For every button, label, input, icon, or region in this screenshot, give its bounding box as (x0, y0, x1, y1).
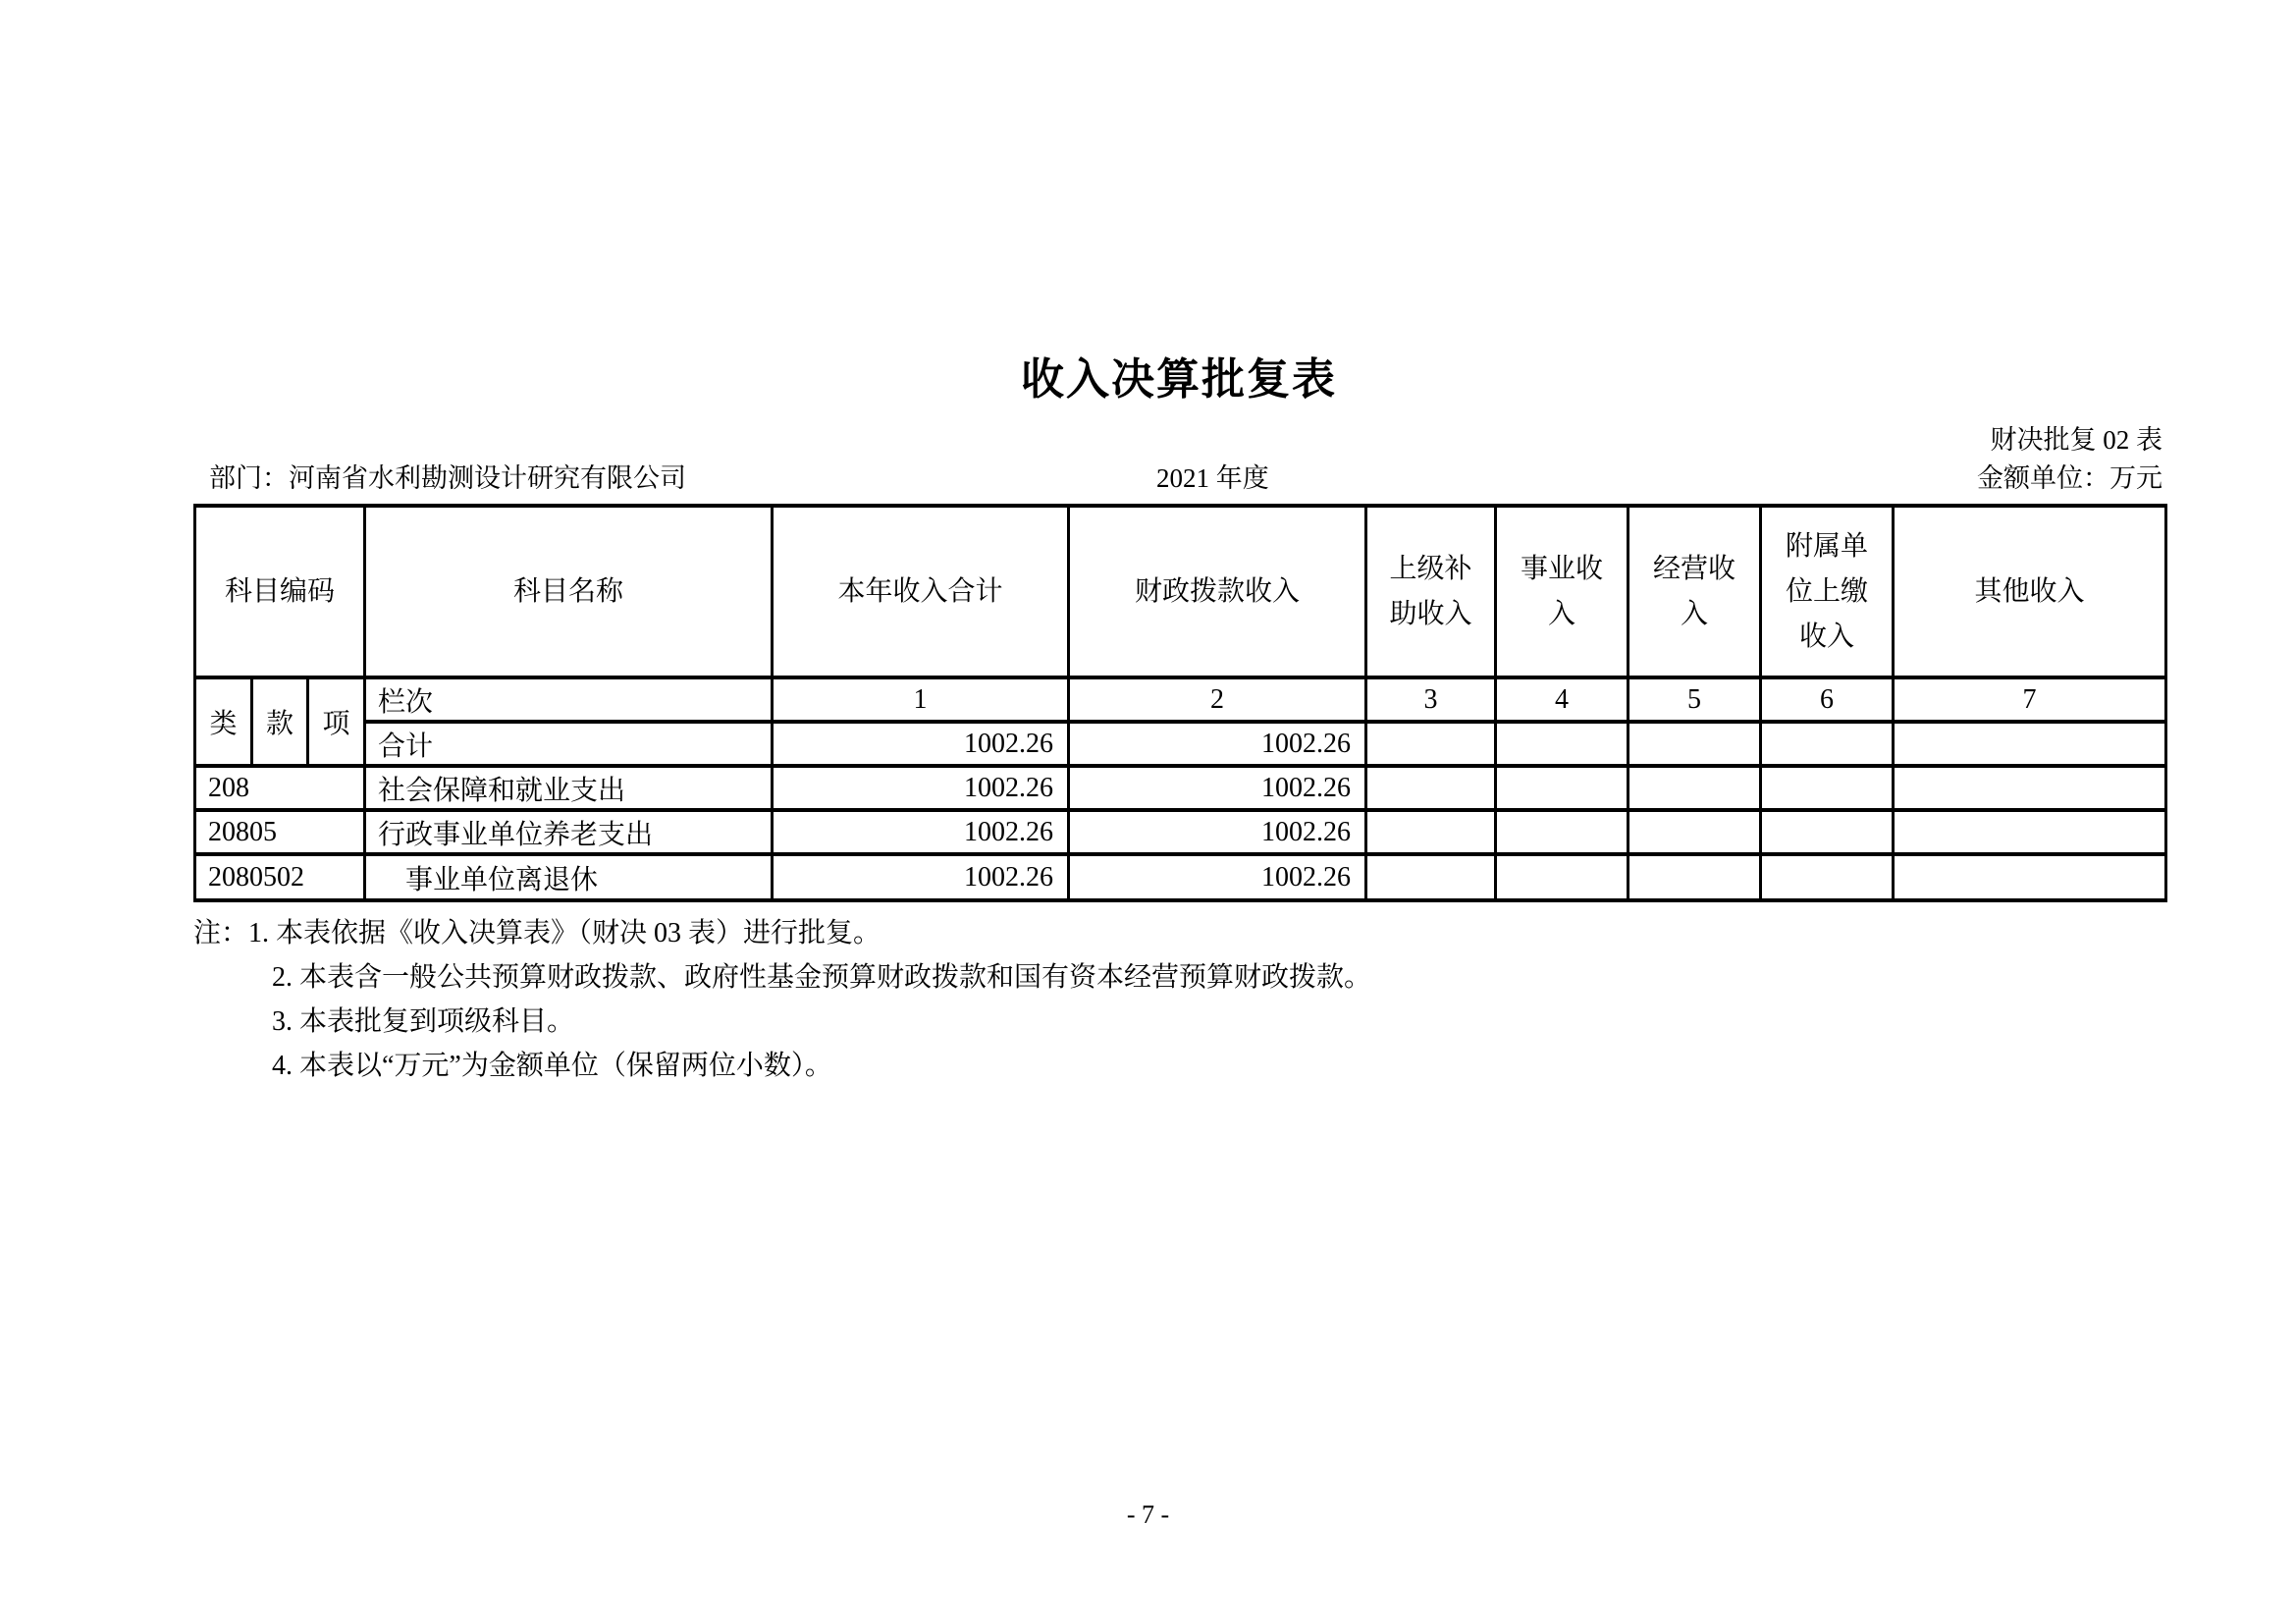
empty-value-cell (1366, 810, 1496, 854)
empty-value-cell (1894, 722, 2166, 766)
header-subject-name: 科目名称 (365, 506, 773, 677)
empty-value-cell (1366, 722, 1496, 766)
header-operating-income: 经营收入 (1629, 506, 1761, 677)
department-label: 部门：河南省水利勘测设计研究有限公司 (209, 463, 686, 493)
empty-value-cell (1496, 766, 1629, 810)
subheader-clause: 款 (252, 677, 308, 766)
empty-value-cell (1629, 722, 1761, 766)
header-fiscal-appropriation-income: 财政拨款收入 (1069, 506, 1366, 677)
row-fiscal-appropriation-income: 1002.26 (1069, 810, 1366, 854)
total-row (195, 722, 2166, 766)
row-subject-name: 事业单位离退休 (365, 854, 773, 900)
row-subject-code: 208 (195, 766, 365, 810)
document-title: 收入决算批复表 (1021, 355, 1337, 404)
column-index-row (195, 677, 2166, 722)
total-row-label: 合计 (365, 722, 773, 766)
row-annual-income: 1002.26 (773, 766, 1069, 810)
header-annual-income-total: 本年收入合计 (773, 506, 1069, 677)
row-subject-code: 2080502 (195, 854, 365, 900)
table-row (195, 766, 2166, 810)
header-affiliated-unit-remittance-income: 附属单位上缴收入 (1761, 506, 1894, 677)
empty-value-cell (1496, 722, 1629, 766)
table-meta-row (193, 457, 2164, 492)
row-subject-name: 行政事业单位养老支出 (365, 810, 773, 854)
table-row (195, 810, 2166, 854)
note-line-3: 3. 本表批复到项级科目。 (272, 1006, 575, 1037)
column-index-5: 5 (1629, 677, 1761, 722)
empty-value-cell (1761, 766, 1894, 810)
empty-value-cell (1761, 854, 1894, 900)
column-index-7: 7 (1894, 677, 2166, 722)
row-fiscal-appropriation-income: 1002.26 (1069, 766, 1366, 810)
income-approval-table (193, 504, 2167, 902)
row-subject-code: 20805 (195, 810, 365, 854)
subheader-category: 类 (195, 677, 252, 766)
document-content (193, 0, 2164, 1624)
total-fiscal-appropriation-income: 1002.26 (1069, 722, 1366, 766)
empty-value-cell (1761, 722, 1894, 766)
header-subject-code: 科目编码 (195, 506, 365, 677)
note-line-1: 注：1. 本表依据《收入决算表》（财决 03 表）进行批复。 (193, 918, 881, 948)
row-annual-income: 1002.26 (773, 810, 1069, 854)
column-index-3: 3 (1366, 677, 1496, 722)
subheader-item: 项 (308, 677, 365, 766)
fiscal-year-label: 2021 年度 (1156, 463, 1269, 493)
header-superior-subsidy-income: 上级补助收入 (1366, 506, 1496, 677)
empty-value-cell (1629, 854, 1761, 900)
empty-value-cell (1894, 854, 2166, 900)
empty-value-cell (1894, 766, 2166, 810)
column-index-6: 6 (1761, 677, 1894, 722)
note-line-2: 2. 本表含一般公共预算财政拨款、政府性基金预算财政拨款和国有资本经营预算财政拨款。 (272, 962, 1372, 993)
empty-value-cell (1496, 854, 1629, 900)
row-fiscal-appropriation-income: 1002.26 (1069, 854, 1366, 900)
header-other-income: 其他收入 (1894, 506, 2166, 677)
empty-value-cell (1761, 810, 1894, 854)
empty-value-cell (1629, 810, 1761, 854)
empty-value-cell (1894, 810, 2166, 854)
amount-unit-label: 金额单位：万元 (1977, 463, 2163, 493)
header-institutional-income: 事业收入 (1496, 506, 1629, 677)
empty-value-cell (1496, 810, 1629, 854)
column-index-2: 2 (1069, 677, 1366, 722)
column-index-1: 1 (773, 677, 1069, 722)
form-code-label: 财决批复 02 表 (1990, 425, 2163, 455)
row-annual-income: 1002.26 (773, 854, 1069, 900)
empty-value-cell (1366, 766, 1496, 810)
note-line-4: 4. 本表以“万元”为金额单位（保留两位小数）。 (272, 1051, 832, 1081)
column-index-4: 4 (1496, 677, 1629, 722)
row-subject-name: 社会保障和就业支出 (365, 766, 773, 810)
empty-value-cell (1366, 854, 1496, 900)
column-index-label: 栏次 (365, 677, 773, 722)
table-header-row (195, 506, 2166, 677)
table-row (195, 854, 2166, 900)
page-number: - 7 - (1126, 1500, 1170, 1529)
notes-section (193, 911, 2164, 1088)
empty-value-cell (1629, 766, 1761, 810)
total-annual-income: 1002.26 (773, 722, 1069, 766)
